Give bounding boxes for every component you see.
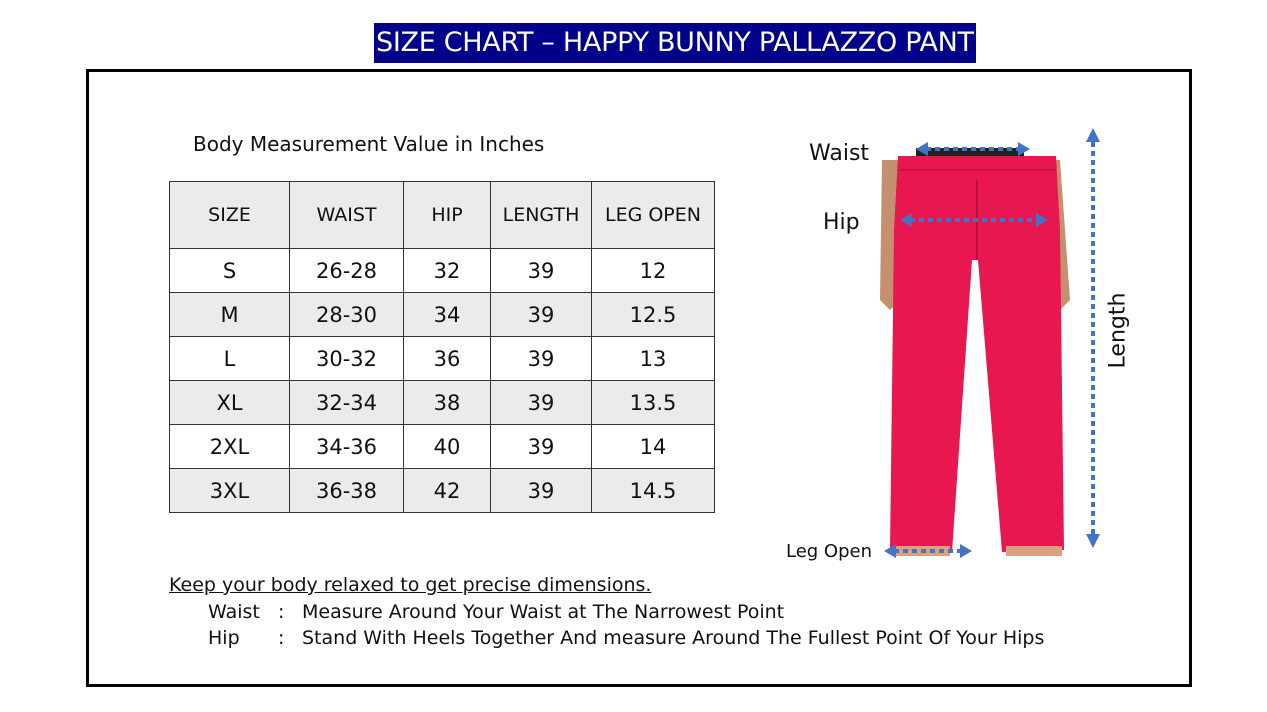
page-title: SIZE CHART – HAPPY BUNNY PALLAZZO PANT bbox=[374, 23, 976, 63]
note-term: Waist bbox=[208, 601, 260, 623]
notes-heading: Keep your body relaxed to get precise dimensions. bbox=[169, 574, 652, 596]
cell-leg-open: 13 bbox=[592, 337, 715, 381]
cell-size: S bbox=[170, 249, 290, 293]
table-row bbox=[170, 425, 715, 469]
cell-size: L bbox=[170, 337, 290, 381]
cell-length: 39 bbox=[491, 293, 592, 337]
table-row bbox=[170, 469, 715, 513]
cell-leg-open: 14 bbox=[592, 425, 715, 469]
leg-open-label: Leg Open bbox=[786, 541, 873, 562]
note-term: Hip bbox=[208, 627, 240, 649]
cell-leg-open: 12 bbox=[592, 249, 715, 293]
note-hip bbox=[208, 627, 1044, 649]
cell-length: 39 bbox=[491, 381, 592, 425]
cell-length: 39 bbox=[491, 249, 592, 293]
cell-hip: 40 bbox=[404, 425, 491, 469]
right-foot bbox=[1006, 546, 1062, 556]
cell-hip: 36 bbox=[404, 337, 491, 381]
cell-waist: 28-30 bbox=[290, 293, 404, 337]
size-table bbox=[169, 181, 715, 513]
length-arrow bbox=[1086, 128, 1100, 548]
cell-waist: 34-36 bbox=[290, 425, 404, 469]
table-row bbox=[170, 337, 715, 381]
cell-length: 39 bbox=[491, 469, 592, 513]
hip-label: Hip bbox=[823, 210, 860, 235]
table-row bbox=[170, 381, 715, 425]
cell-size: 3XL bbox=[170, 469, 290, 513]
header-waist: WAIST bbox=[290, 182, 404, 249]
cell-size: XL bbox=[170, 381, 290, 425]
length-label: Length bbox=[1105, 292, 1131, 369]
note-separator: : bbox=[278, 627, 285, 649]
header-hip: HIP bbox=[404, 182, 491, 249]
note-text: Measure Around Your Waist at The Narrowest Point bbox=[302, 601, 785, 623]
table-row bbox=[170, 249, 715, 293]
cell-hip: 38 bbox=[404, 381, 491, 425]
cell-leg-open: 14.5 bbox=[592, 469, 715, 513]
cell-length: 39 bbox=[491, 337, 592, 381]
table-row bbox=[170, 293, 715, 337]
cell-size: M bbox=[170, 293, 290, 337]
header-length: LENGTH bbox=[491, 182, 592, 249]
header-size: SIZE bbox=[170, 182, 290, 249]
cell-leg-open: 13.5 bbox=[592, 381, 715, 425]
note-waist bbox=[208, 601, 784, 623]
note-text: Stand With Heels Together And measure Around The Fullest Point Of Your Hips bbox=[302, 627, 1045, 649]
header-leg-open: LEG OPEN bbox=[592, 182, 715, 249]
table-header-row bbox=[170, 182, 715, 249]
cell-hip: 32 bbox=[404, 249, 491, 293]
cell-waist: 30-32 bbox=[290, 337, 404, 381]
note-separator: : bbox=[278, 601, 285, 623]
cell-size: 2XL bbox=[170, 425, 290, 469]
cell-waist: 32-34 bbox=[290, 381, 404, 425]
cell-waist: 26-28 bbox=[290, 249, 404, 293]
cell-leg-open: 12.5 bbox=[592, 293, 715, 337]
cell-length: 39 bbox=[491, 425, 592, 469]
waist-label: Waist bbox=[809, 141, 870, 166]
table-subtitle: Body Measurement Value in Inches bbox=[193, 132, 545, 156]
cell-waist: 36-38 bbox=[290, 469, 404, 513]
cell-hip: 34 bbox=[404, 293, 491, 337]
cell-hip: 42 bbox=[404, 469, 491, 513]
